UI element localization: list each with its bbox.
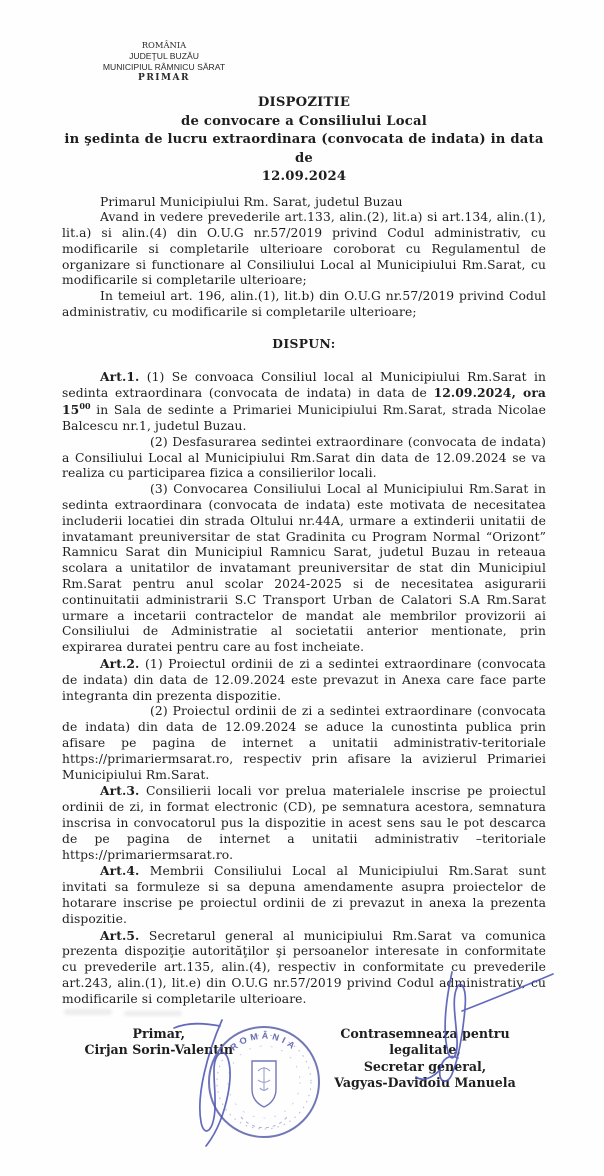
article-3-label: Art.3. [100,783,140,799]
secretary-name: Vagyas-Davidoiu Manuela [334,1075,516,1091]
title-line-2: de convocare a Consiliului Local [181,113,427,129]
mayor-name: Cirjan Sorin-Valentin [84,1042,234,1058]
title-line-3: in şedinta de lucru extraordinara (convocata de indata) in data de [64,132,544,166]
letterhead-country: ROMÂNIA [141,40,187,50]
article-5-paragraph-1 [62,928,546,1008]
article-1-text-pre: (1) Se convoaca Consiliul local al Municipiului Rm.Sarat in sedinta extraordinara (convocata de indata) in data de [62,369,546,401]
article-1-text-post: in Sala de sedinte a Primariei Municipiului Rm.Sarat, strada Nicolae Balcescu nr.1, judetul Buzau. [62,403,546,434]
secretary-signature-block [304,1026,546,1092]
document-title [62,94,546,187]
preamble-paragraph-1: Primarul Municipiului Rm. Sarat, judetul Buzau [100,194,403,209]
article-2-paragraph-1 [62,656,546,704]
article-2-label: Art.2. [100,656,140,672]
cut-off-text-artifact [124,1011,182,1016]
preamble-paragraph-2: Avand in vedere prevederile art.133, alin.(2), lit.a) si art.134, alin.(1), lit.a) si alin.(4) din O.U.G nr.57/2019 privind Codul administrativ, cu modificarile si completarile ulterioare coroborat cu Regulamentul de organizare si functionare al Consiliului Local al Municipiului Rm.Sarat, cu modificarile si completarile ulterioare; [62,210,546,288]
secretary-role: Secretar general, [363,1058,487,1074]
mayor-role: Primar, [132,1025,186,1041]
signature-row [62,1026,546,1092]
title-line-1: DISPOZITIE [257,95,351,110]
article-5-label: Art.5. [100,927,140,943]
letterhead-office: PRIMAR [138,73,190,83]
article-1-paragraph-3: (3) Convocarea Consiliului Local al Municipiului Rm.Sarat in sedinta extraordinara (convocata de indata) este motivata de necesitatea includerii locatiei din strada Oltului nr.44A, urmare a extinderii unitatii de invatamant preuniversitar de stat Gradinita cu Program Normal “Orizont” Ramnicu Sarat din Municipiul Ramnicu Sarat, judetul Buzau in reteaua scolara a unitatilor de invatamant preuniversitar de stat din Municipiul Rm.Sarat pentru anul scolar 2024-2025 si de necesitatea asigurarii continuitatii administrarii S.C Transport Urban de Calatori S.A Rm.Sarat urmare a incetarii contractelor de mandat ale membrilor provizorii ai Consiliului de Administratie al societatii anterior mentionate, prin expirarea duratei pentru care au fost incheiate. [62,482,546,655]
letterhead [76,40,252,84]
article-1-paragraph-2: (2) Desfasurarea sedintei extraordinare (convocata de indata) a Consiliului Local al Municipiului Rm.Sarat din data de 12.09.2024 se va realiza cu participarea fizica a consilierilor locali. [62,434,546,481]
article-1-label: Art.1. [100,368,140,384]
article-4-text: Membrii Consiliului Local al Municipiului Rm.Sarat sunt invitati sa formuleze si sa depuna amendamente asupra proiectelor de hotarare inscrise pe proiectul ordinii de zi prevazut in anexa la prezenta dispozitie. [62,864,546,926]
stamp-ring-text: ROMÂNIA [228,1030,300,1053]
countersign-heading: Contrasemneaza pentru legalitate, [340,1025,510,1058]
article-1-paragraph-1 [62,369,546,435]
cut-off-text-artifact [64,1009,112,1015]
preamble-paragraph-3: In temeiul art. 196, alin.(1), lit.b) din O.U.G nr.57/2019 privind Codul administrativ, cu modificarile si completarile ulterioare; [62,289,546,320]
article-1-hour-superscript: 00 [79,401,91,412]
document-body [62,195,546,1008]
article-4-label: Art.4. [100,863,140,879]
article-4-paragraph-1 [62,863,546,927]
article-2-text: (1) Proiectul ordinii de zi a sedintei extraordinare (convocata de indata) din data de 12.09.2024 este prevazut in Anexa care face parte integranta din prezenta dispozitie. [62,657,546,703]
article-2-paragraph-2: (2) Proiectul ordinii de zi a sedintei extraordinare (convocata de indata) din data de 12.09.2024 se aduce la cunostinta publica prin afisare pe pagina de internet a unitatii administrativ-teritoriale https://primariermsarat.ro, respectiv prin afisare la avizierul Primariei Municipiului Rm.Sarat. [62,704,546,782]
article-1-date-bold: 12.09.2024, ora 15 [62,385,546,418]
article-3-paragraph-1 [62,783,546,863]
title-line-4: 12.09.2024 [261,169,347,184]
letterhead-county: JUDEŢUL BUZĂU [129,51,199,61]
article-5-text: Secretarul general al municipiului Rm.Sarat va comunica prezenta dispoziţie autorităţilor şi persoanelor interesate in conformitate cu prevederile art.135, alin.(4), respectiv in conformitate cu prevederile art.243, alin.(1), lit.e) din O.U.G nr.57/2019 privind Codul administrativ, cu modificarile si completarile ulterioare. [62,928,546,1006]
letterhead-municipality: MUNICIPIUL RÂMNICU SĂRAT [102,62,226,72]
signature-section [62,1026,546,1176]
mayor-signature-block [62,1026,256,1092]
article-3-text: Consilierii locali vor prelua materialele inscrise pe proiectul ordinii de zi, in format electronic (CD), pe semnatura acestora, semnatura inscrisa in convocatorul pus la dispozitie in acest sens sau le pot descarca de pe pagina de internet a unitatii administrativ –teritoriale https://primariermsarat.ro. [62,784,546,862]
dispun-heading: DISPUN: [272,335,336,351]
